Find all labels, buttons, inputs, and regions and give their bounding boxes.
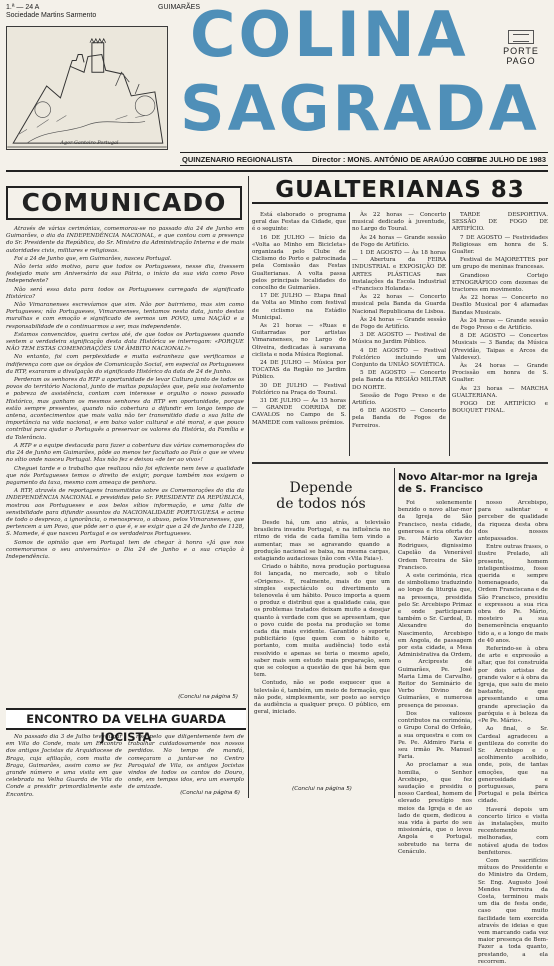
encontro-col2: [128, 734, 244, 791]
gualterianas-col2: [352, 212, 446, 456]
altar-paragraph: nosso Arcebispo, para salientar e perceber de qualidade da riqueza desta obra dos nossos antepassados.: [478, 500, 548, 543]
depende-body: [254, 520, 390, 782]
title-colina: COLINA: [190, 0, 469, 71]
program-item: Está elaborado o programa geral das Festas da Cidade, que é o seguinte:: [252, 212, 346, 233]
altar-paragraph: Entre outras frases, o ilustre Prelado, ali presente, homem inteligentíssimo, fosse querida e sempre homenageado, da Ordem Franciscana e de São Francisco, presidiu e expressou a sua rica obra do Pe. Mário, mosteiro a sua benemerência enquanto tido a, e a longo de mais de 40 anos.: [478, 544, 548, 644]
program-item: TARDE DESPORTIVA. SESSÃO DE FOGO DE ARTIFÍCIO.: [452, 212, 548, 233]
program-item: Sessão de Fogo Preso e de Artifício.: [352, 392, 446, 407]
altar-paragraph: Com sacrifícios mútuos do Presidente e do Ministro da Ordem, Sr. Eng. Augusto José Mendes Ferreira da Costa, terminou mais um dia de festa onde, caso que muito facilidade tem exercida através de ideias e que vem marcando cada vez maior presença de Bem-Fazer a toda quanto, prestando, a ela recorrem.: [478, 857, 548, 965]
info-bar: [180, 152, 548, 166]
altar-paragraph: Ao final, o Sr. Cardeal agradeceu a gentileza do convite do Sr. Arcebispo e o acolhimento acolhido, onde, pois, de tantas emoções, que na generosidade e portuguesas, para Portugal e pela ibérica cidade.: [478, 726, 548, 805]
porte-line2: PAGO: [506, 56, 536, 66]
masthead: [0, 0, 554, 172]
program-item: Às 24 horas — Grande sessão de Fogo Preso e de Artifício.: [452, 317, 548, 332]
altar-paragraph: Foi solenemente benzido o novo altar-mor da Igreja de São Francisco, nesta cidade, generosa e rica oferta do Pe. Mário Xavier Rodrigues, dignissimo Capelão da Venerável Ordem Terceira de São Francisco.: [398, 500, 472, 571]
program-item: Às 22 horas — Concerto no Desfilo Musical por 4 afamadas Bandas Musicais.: [452, 295, 548, 316]
encontro-paragraph: ros, pelo que diligentemente tem de trabalhar cuidadosamente nos nossos perdidos. No tempo de mandá, começaram a juntar-se no Centro Paroquial de Vila, os antigos Jocistas vindos de todos os cantos do Douro, onde, em tempos idos, era um exemplo de amizade.: [128, 734, 244, 791]
program-item: 16 DE JULHO — Início da «Volta ao Minho em Bicicleta» organizada pelo Clube de Ciclismo do Porto e patrocinada pela Comissão das Festas Gualterianas. A volta passa pelos principais localidades do concelho de Guimarães.: [252, 234, 346, 292]
comunicado-paragraph: Cheguei tarde e o trabalho que realizou não foi eficiente nem teve a qualidade que nós Portugueses temos o direito de exigir, porque também nos exigem o pagamento da taxa, mesmo com ameaça de penhora.: [6, 465, 244, 486]
program-item: Às 23 horas — MARCHA GUALTERIANA.: [452, 385, 548, 399]
issue-line: 1.ª — 24 A Sociedade Martins Sarmento: [6, 4, 97, 19]
section-rule: [252, 462, 548, 464]
program-item: Às 22 horas — Concerto musical dedicado à juventude, no Largo do Toural.: [352, 212, 446, 233]
program-item: 7 DE AGOSTO — Festividades Religiosas em honra de S. Gualter.: [452, 234, 548, 256]
city-tag: GUIMARÃES: [158, 4, 201, 11]
novo-altar-col2: [478, 500, 548, 965]
program-item: 17 DE JULHO — Etapa final da Volta ao Minho com festival de ciclismo na Estádio Municipal.: [252, 293, 346, 321]
column-divider: [349, 212, 350, 456]
novo-altar-col1: [398, 500, 472, 855]
program-item: 24 DE JULHO — Música por TOCATAS da Região no Jardim Público.: [252, 360, 346, 381]
program-item: Às 22 horas — Concerto musical pela Banda da Guarda Nacional Republicana de Lisboa.: [352, 294, 446, 315]
program-item: 4 DE AGOSTO — Festival Folclórico incluindo um Conjunto da UNIÃO SOVIÉTICA.: [352, 347, 446, 369]
column-divider: [475, 500, 476, 796]
encontro-col1: [6, 734, 122, 796]
novo-altar-heading: Novo Altar-mor na Igreja de S. Francisco: [398, 472, 538, 495]
program-item: 5 DE AGOSTO — Concerto pela Banda da REGIÃO MILITAR DO NORTE.: [352, 370, 446, 391]
comunicado-continued: (Conclui na página 5): [178, 694, 238, 700]
encontro-paragraph: No passado dia 3 de Julho teve lugar em Vila do Conde, mais um Encontro dos antigos Jocistas da Arquidiocese de Braga, cuja afiliação, com muita de Braga, Guimarães, assim como se fez grande número e uma visita em que celebrada na Velha Guarda de Vila do Conde a presidir primordialmente este Encontro.: [6, 734, 122, 798]
comunicado-paragraph: Através de várias cerimónias, comemorou-se no passado dia 24 de Junho em Guimarães, o dia da INDEPENDÊNCIA NACIONAL, e que contou com a presença do Sr. Presidente da República, do Sr. Ministro da Administração Interna e de mais autoridades civis, militares e religiosas.: [6, 226, 244, 254]
program-item: 30 DE JULHO — Festival Folclórico na Praça do Toural.: [252, 382, 346, 396]
encontro-heading: ENCONTRO DA VELHA GUARDA JOCISTA: [6, 708, 246, 730]
altar-paragraph: Ao proclamar a sua homilia, o Senhor Arcebispo, que fez saudação e presidiu o nosso Cardeal, homem de elevado prestígio nos meios da Igreja e de ao lado de quem, dedicou a sua vida à parte do seu missionária, que o levou Angola e Portugal, sobretudo na terra de Cenáculo.: [398, 762, 472, 855]
comunicado-paragraph: No entanto, foi com perplexidade e muita estranheza que verificamos a indiferença com que os órgãos de Comunicação Social, em especial os Portugueses da RTP, exararam a divulgação do significado Histórico da data de 24 de Junho.: [6, 354, 244, 375]
program-item: 3 DE AGOSTO — Festival de Música no Jardim Público.: [352, 332, 446, 346]
program-item: 8 DE AGOSTO — Concertos Musicais — 3 Banda; da Música (Previdão, Taipas e Arcos de Valdevez).: [452, 333, 548, 361]
comunicado-paragraph: Somos de opinião que em Portugal tem de chegar à honra «Já que nos comemoramos o seu aniversário» o Dia 24 de Junho e a sua criação à Independência.: [6, 539, 244, 560]
altar-paragraph: Referindo-se à obra de arte e expressão a altar, que foi construída por dois artistas de grande valor e à obra da Igreja, que saiu de meio bastante, que apresentando e uma grande apreciação da paróquia e à beleza da «Pe Pe. Mário».: [478, 646, 548, 725]
altar-paragraph: Dos valiosos contributos na cerimónia, o Grupo Coral do Orfeão, a sua orquestra e com os Pe. Pe. Aldmiro Faria e seu irmão Pe. Manuel Faria.: [398, 710, 472, 761]
gualterianas-col3: [452, 212, 548, 456]
encontro-continued: (Conclui na página 6): [180, 790, 240, 796]
masthead-rule: [6, 170, 548, 172]
drawing-caption: Agor Ganteiro Portugal: [60, 140, 119, 147]
comunicado-paragraph: A RTP, através de reportagens transmitidas sobre as Comemorações do dia da INDEPENDÊNCIA NACIONAL e presididas pelo Sr. PRESIDENTE DA REPÚBLICA, mostrou aos Portugueses e aos belos sítios informação, e uma falta de sensibilidade para difundir assuntos da NACIONALIDADE PORTUGUESA e acima de todo o desprezo, a ignorância, o menosprezo, o abuso, pelos Vimaranenses, que pertencem a um Povo, que pôde ser o que é, e se exigir que a 24 de Junho de 1128, S. Mamede, é que nasceu Portugal e os verdadeiros Portugueses.: [6, 488, 244, 538]
comunicado-paragraph: Foi a 24 de Junho que, em Guimarães, nasceu Portugal.: [14, 255, 172, 262]
comunicado-paragraph: Perderam os senhores da RTP a oportunidade de levar Cultura junto de todos os povos do território Nacional, junto de muitas populações que, pela sua isolamento e pobreza de assistência, contam com interesse e orgulho o nosso passado Histórico, mas ganham os mesmos senhores da RTP em oportunidade, porque estão sempre presentes, quando não cobertura a difundir em longo tempo de antena, acontecimentos que mais valia não ter transmitido dada a sua falta de importância na vida nacional, e em baixo valor cultural e até moral, e que pouco contribui para ajudar o Português a preservar os valores da História, da Família e da Tolerância.: [6, 377, 244, 441]
castle-drawing: [6, 26, 168, 150]
depende-continued: (Conclui na página 5): [292, 786, 352, 792]
column-divider: [248, 176, 249, 798]
director: Director : MONS. ANTÓNIO DE ARAÚJO COSTA: [312, 155, 483, 164]
periodicity: QUINZENARIO REGIONALISTA: [182, 155, 293, 164]
porte-pago-stamp: [494, 30, 548, 66]
comunicado-paragraph: Não Vimaranenses escrevíamos que sim. Não por bairrismo, mas sim como Portugueses; não Portugueses, Vimaranenses, tentamos nesta data, junto destas muralhas e com emoção e significado de sermos um POVO, uma NAÇÃO e a responsabilidade de o continuarmos a ser, mas independente.: [6, 302, 244, 330]
gualterianas-col1: [252, 212, 346, 456]
comunicado-paragraph: Estamos convencidos, queira certos até, de que todos os Portugueses quando sentem a verdadeira significação desta data Histórica se interrogam: «PORQUE NÃO TEM ESTAS COMEMORAÇÕES UM ÂMBITO NACIONAL?»: [6, 331, 244, 353]
issue-date: 15 DE JULHO DE 1983: [466, 155, 546, 164]
comunicado-heading: COMUNICADO: [6, 186, 242, 220]
depende-paragraph: Contudo, não se pode esquecer que a televisão é, também, um meio de formação, que não pode, simplesmente, ser posto ao serviço da audiência a qualquer preço. O público, em geral, iniciado.: [254, 680, 391, 716]
altar-paragraph: A este cerimónia, rica de simbolismo traduzindo ao longo da liturgia que, na presença, presidida pelo Sr. Arcebispo Primaz e onde participaram também o Sr. Cardeal, D. Alexandre do Nascimento, Arcebispo em Angola, de passagem por esta cidade, a Mesa Administrativa da Ordem, o Arcipreste de Guimarães, Pe. José Maria Lima de Carvalho, Reitor do Seminário de Verbo Divino de Guimarães, e numerosa presença de pessoas.: [398, 573, 472, 709]
program-item: 6 DE AGOSTO — Concerto pela Banda de Fogos de Ferreiros.: [352, 408, 446, 429]
program-item: FOGO DE ARTIFÍCIO e BOUQUET FINAL.: [452, 401, 548, 415]
program-item: Às 24 horas — Grande Procissão em honra de S. Gualter.: [452, 363, 548, 384]
column-divider: [394, 468, 395, 798]
program-item: As 21 horas — «Ruas e Guitarradas por artistas Vimaranenses, no Largo do Oliveira, dedicadas à saravana ciclista e noda Música Regional.: [252, 323, 346, 358]
comunicado-paragraph: Não será essa data para todos os Portugueses carregada de significado Histórico?: [6, 286, 244, 300]
postage-icon: [508, 30, 534, 44]
program-item: Festival de MAJORETTES por um grupo de meninas francesas.: [452, 257, 548, 271]
gualterianas-heading: GUALTERIANAS 83: [252, 176, 548, 204]
comunicado-body: [6, 226, 244, 696]
depende-paragraph: Criado o hábito, nova produção portuguesa foi lançada, no mercado, sob o título «Origens». E, realmente, mais do que um simples espectáculo ou divertimento a telenovela é um hábito. Pouco importa a quem o produz e distribui que a qualidade caia, que os problemas tratados deixam muito a desejar quanto à verdade com que se apresentam, que o povo cuide de posta na produção se tome cada dia mais evidente. Garantido o suporte publicitário (que quem com o hábito e, portanto, com muita audiência) todo está resolvido e apenas se teria o mesmo apelo, saber mais sem estudo mais preparação, sem que se coloque a questão de que há bem que tem.: [254, 564, 390, 679]
column-divider: [449, 212, 450, 456]
altar-paragraph: Haverá depois um concerto lírico e visita às instalações, muito recentemente melhoradas, com notável ajuda de todos benfeitores.: [478, 806, 548, 856]
castle-illustration-icon: [7, 27, 167, 149]
depende-heading: Depende de todos nós: [276, 480, 366, 512]
program-item: 1 DE AGOSTO — Às 18 horas — Abertura da FEIRA INDUSTRIAL e EXPOSIÇÃO DE ARTES PLÁSTICAS nas instalações da Escola Industrial «Francisco Holanda».: [352, 250, 446, 293]
comunicado-paragraph: Não teria sido motivo, para que todos os Portugueses, nesse dia, tivessem festejado mais um Aniversário da sua Pátria, o início da sua vida como Povo Independente?: [6, 264, 244, 285]
program-item: Às 24 horas — Grande sessão de Fogo de Artifício.: [352, 234, 446, 248]
title-sagrada: SAGRADA: [180, 72, 540, 145]
program-item: Grandioso Cortejo ETNOGRÁFICO com dezenas de tractores em movimento.: [452, 272, 548, 294]
comunicado-paragraph: A RTP e a equipe destacada para fazer a cobertura das várias comemorações do dia 24 de Junho em Guimarães, pôde ao menos ter facultado ao País o que se viveu no sítio onde nasceu Portugal. Mas não fez e deixou «de ter ao vivo»!: [6, 442, 244, 464]
program-item: 31 DE JULHO — Às 15 horas — GRANDE CORRIDA DE CAVALOS no Campo de S. MAMEDE com valiosos prémios.: [252, 398, 346, 426]
depende-paragraph: Desde há, um ano atrás, a televisão brasileira invadiu Portugal, e na influência no ritmo de vida de cada família tem vindo a aumentar, mas se agravando quando a produção nacional se baixa, na mesma cargas, estagiando audaciosas (não com «Vila Faia»).: [254, 520, 390, 563]
porte-line1: PORTE: [503, 46, 539, 56]
program-item: Às 24 horas — Grande sessão de Fogo de Artifício.: [352, 316, 446, 331]
